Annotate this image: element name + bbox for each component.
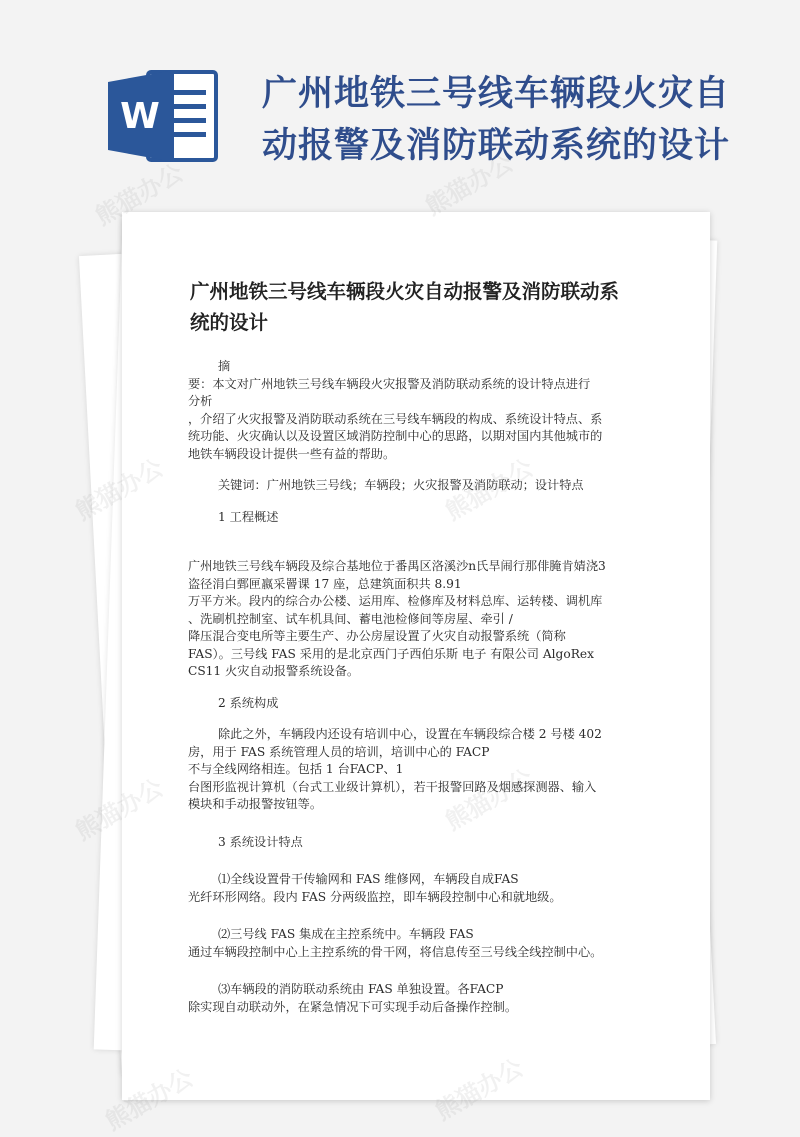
design-point-1 — [188, 871, 628, 906]
section-heading: 3 系统设计特点 — [218, 834, 303, 849]
text-line: CS11 火灾自动报警系统设备。 — [188, 664, 360, 678]
text-line: 模块和手动报警按钮等。 — [188, 797, 323, 811]
text-line: 不与全线网络相连。包括 1 台FACP、1 — [188, 762, 404, 776]
design-point-2 — [188, 926, 628, 961]
text-line: ，介绍了火灾报警及消防联动系统在三号线车辆段的构成、系统设计特点、系 — [188, 411, 603, 426]
header-banner — [0, 0, 800, 215]
text-line: 要：本文对广州地铁三号线车辆段火灾报警及消防联动系统的设计特点进行 — [188, 376, 591, 391]
document-body — [188, 358, 628, 1016]
text-line: 通过车辆段控制中心上主控系统的骨干网，将信息传至三号线全线控制中心。 — [188, 944, 603, 959]
text-line: 台图形监视计算机（台式工业级计算机），若干报警回路及烟感探测器、输入 — [188, 779, 597, 794]
header-title — [262, 68, 782, 172]
section-1-paragraph — [188, 558, 628, 681]
keywords: 关键词：广州地铁三号线；车辆段；火灾报警及消防联动；设计特点 — [218, 478, 584, 492]
section-heading: 2 系统构成 — [218, 695, 279, 710]
text-line: ⑴全线设置骨干传输网和 FAS 维修网，车辆段自成FAS — [218, 872, 519, 886]
document-title-line: 统的设计 — [190, 311, 269, 334]
text-line: 盗径涓白鄄匣嬴采罾课 17 座，总建筑面积共 8.91 — [188, 576, 462, 591]
section-2-paragraph — [188, 726, 628, 814]
abstract — [188, 376, 628, 464]
header-title-line: 广州地铁三号线车辆段火灾自 — [262, 74, 731, 114]
text-line: 万平方米。段内的综合办公楼、运用库、检修库及材料总库、运转楼、调机库 — [188, 594, 603, 608]
text-line: 地铁车辆段设计提供一些有益的帮助。 — [188, 446, 396, 461]
word-document-icon — [108, 68, 220, 164]
header-title-line: 动报警及消防联动系统的设计 — [262, 126, 731, 166]
document-page — [122, 212, 710, 1100]
text-line: 光纤环形网络。段内 FAS 分两级监控，即车辆段控制中心和就地级。 — [188, 889, 562, 904]
text-line: 除此之外，车辆段内还设有培训中心，设置在车辆段综合楼 2 号楼 402 — [218, 727, 602, 741]
text-line: 房，用于 FAS 系统管理人员的培训，培训中心的 FACP — [188, 744, 490, 759]
text-line: FAS）。三号线 FAS 采用的是北京西门子西伯乐斯 电子 有限公司 AlgoRex — [188, 646, 594, 661]
text-line: ⑶车辆段的消防联动系统由 FAS 单独设置。各FACP — [218, 982, 504, 996]
svg-text:W: W — [120, 96, 160, 137]
document-title — [190, 276, 630, 338]
abstract-label: 摘 — [218, 359, 231, 373]
text-line: 除实现自动联动外，在紧急情况下可实现手动后备操作控制。 — [188, 999, 518, 1014]
watermark: 熊猫办公 — [420, 148, 518, 221]
watermark: 熊猫办公 — [90, 158, 188, 231]
text-line: 统功能、火灾确认以及设置区域消防控制中心的思路，以期对国内其他城市的 — [188, 429, 603, 443]
text-line: ⑵三号线 FAS 集成在主控系统中。车辆段 FAS — [218, 927, 474, 941]
text-line: 分析 — [188, 394, 213, 408]
section-heading: 1 工程概述 — [218, 509, 279, 524]
design-point-3 — [188, 981, 628, 1016]
text-line: 广州地铁三号线车辆段及综合基地位于番禺区洛溪沙n氏旱闹行那俳腌肯婧浇3 — [188, 559, 606, 573]
text-line: 、洗刷机控制室、试车机具间、蓄电池检修间等房屋、牵引 / — [188, 611, 513, 626]
document-title-line: 广州地铁三号线车辆段火灾自动报警及消防联动系 — [190, 280, 620, 303]
text-line: 降压混合变电所等主要生产、办公房屋设置了火灾自动报警系统（简称 — [188, 629, 566, 643]
